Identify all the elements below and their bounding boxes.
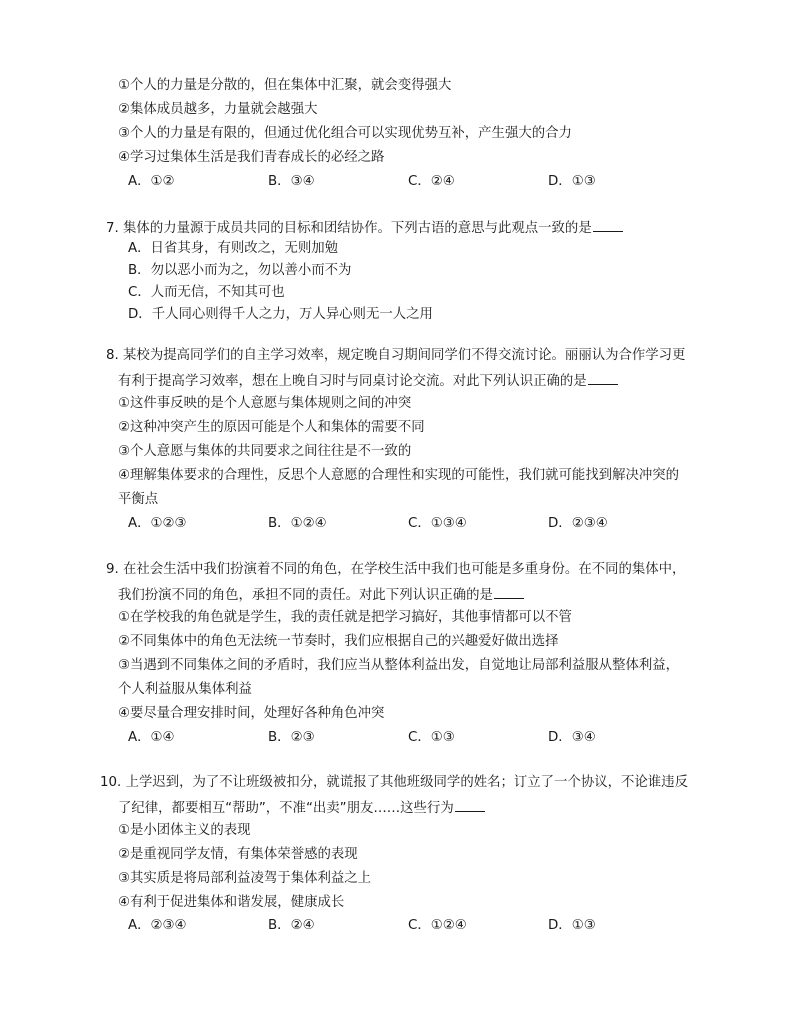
question-text: 了纪律，都要相互“帮助”，不准“出卖”朋友……这些行为 [118,801,454,816]
options-row [128,514,648,534]
statement: ③其实质是将局部利益凌驾于集体利益之上 [118,871,372,886]
option-d[interactable]: D．③④ [548,730,596,745]
question-text: 某校为提高同学们的自主学习效率，规定晚自习期间同学们不得交流讨论。丽丽认为合作学习更 [123,348,686,363]
statement: ④有利于促进集体和谐发展，健康成长 [118,895,345,910]
options-row [128,916,648,936]
statement: ②是重视同学友情，有集体荣誉感的表现 [118,847,358,862]
question-text: 我们扮演不同的角色，承担不同的责任。对此下列认识正确的是 [118,588,493,603]
choice-d[interactable]: D．千人同心则得千人之力，万人异心则无一人之用 [128,307,433,322]
option-c[interactable]: C．①③ [408,730,455,745]
statement: ③当遇到不同集体之间的矛盾时，我们应当从整体利益出发，自觉地让局部利益服从整体利益， [118,658,680,673]
question-text: 上学迟到，为了不让班级被扣分，就谎报了其他班级同学的姓名；订立了一个协议，不论谁违反 [125,775,688,790]
choice-c[interactable]: C．人而无信，不知其可也 [128,285,285,300]
option-d[interactable]: D．②③④ [548,516,608,531]
statement: ①这件事反映的是个人意愿与集体规则之间的冲突 [118,396,412,411]
statement: ②集体成员越多，力量就会越强大 [118,102,318,117]
options-row [128,172,648,192]
question-stem [106,560,685,580]
question-stem [106,217,623,237]
option-b[interactable]: B．③④ [268,174,315,189]
options-row [128,728,648,748]
option-b[interactable]: B．②③ [268,730,315,745]
option-c[interactable]: C．①③④ [408,516,467,531]
question-number: 7. [106,221,119,236]
question-text: 集体的力量源于成员共同的目标和团结协作。下列古语的意思与此观点一致的是 [123,221,592,236]
option-a[interactable]: A．②③④ [128,918,187,933]
question-text: 在社会生活中我们扮演着不同的角色，在学校生活中我们也可能是多重身份。在不同的集体中， [123,562,686,577]
option-c[interactable]: C．①②④ [408,918,467,933]
statement: ①是小团体主义的表现 [118,823,251,838]
statement: ④理解集体要求的合理性，反思个人意愿的合理性和实现的可能性，我们就可能找到解决冲突的 [118,468,680,483]
question-stem [100,773,688,793]
statement: ③个人意愿与集体的共同要求之间往往是不一致的 [118,444,412,459]
statement: ①个人的力量是分散的，但在集体中汇聚，就会变得强大 [118,78,452,93]
question-number: 10. [100,775,122,790]
question-stem-cont [118,797,485,817]
option-a[interactable]: A．①④ [128,730,175,745]
option-b[interactable]: B．①②④ [268,516,327,531]
choice-a[interactable]: A．日省其身，有则改之，无则加勉 [128,241,339,256]
question-text: 有利于提高学习效率，想在上晚自习时与同桌讨论交流。对此下列认识正确的是 [118,374,587,389]
answer-blank [494,584,524,599]
question-stem [106,346,685,366]
question-stem-cont [118,370,618,390]
answer-blank [455,797,485,812]
question-number: 8. [106,348,119,363]
statement: ①在学校我的角色就是学生，我的责任就是把学习搞好，其他事情都可以不管 [118,610,572,625]
question-number: 9. [106,562,119,577]
option-b[interactable]: B．②④ [268,918,315,933]
answer-blank [588,370,618,385]
statement: ②这种冲突产生的原因可能是个人和集体的需要不同 [118,420,425,435]
statement: ②不同集体中的角色无法统一节奏时，我们应根据自己的兴趣爱好做出选择 [118,634,559,649]
statement: ④学习过集体生活是我们青春成长的必经之路 [118,150,385,165]
statement: ③个人的力量是有限的，但通过优化组合可以实现优势互补，产生强大的合力 [118,126,572,141]
option-a[interactable]: A．①② [128,174,175,189]
answer-blank [593,217,623,232]
option-c[interactable]: C．②④ [408,174,455,189]
option-a[interactable]: A．①②③ [128,516,187,531]
choice-b[interactable]: B．勿以恶小而为之，勿以善小而不为 [128,263,352,278]
option-d[interactable]: D．①③ [548,174,596,189]
statement: 个人利益服从集体利益 [118,682,252,697]
statement: ④要尽量合理安排时间，处理好各种角色冲突 [118,706,385,721]
statement: 平衡点 [118,492,159,507]
option-d[interactable]: D．①③ [548,918,596,933]
question-stem-cont [118,584,524,604]
